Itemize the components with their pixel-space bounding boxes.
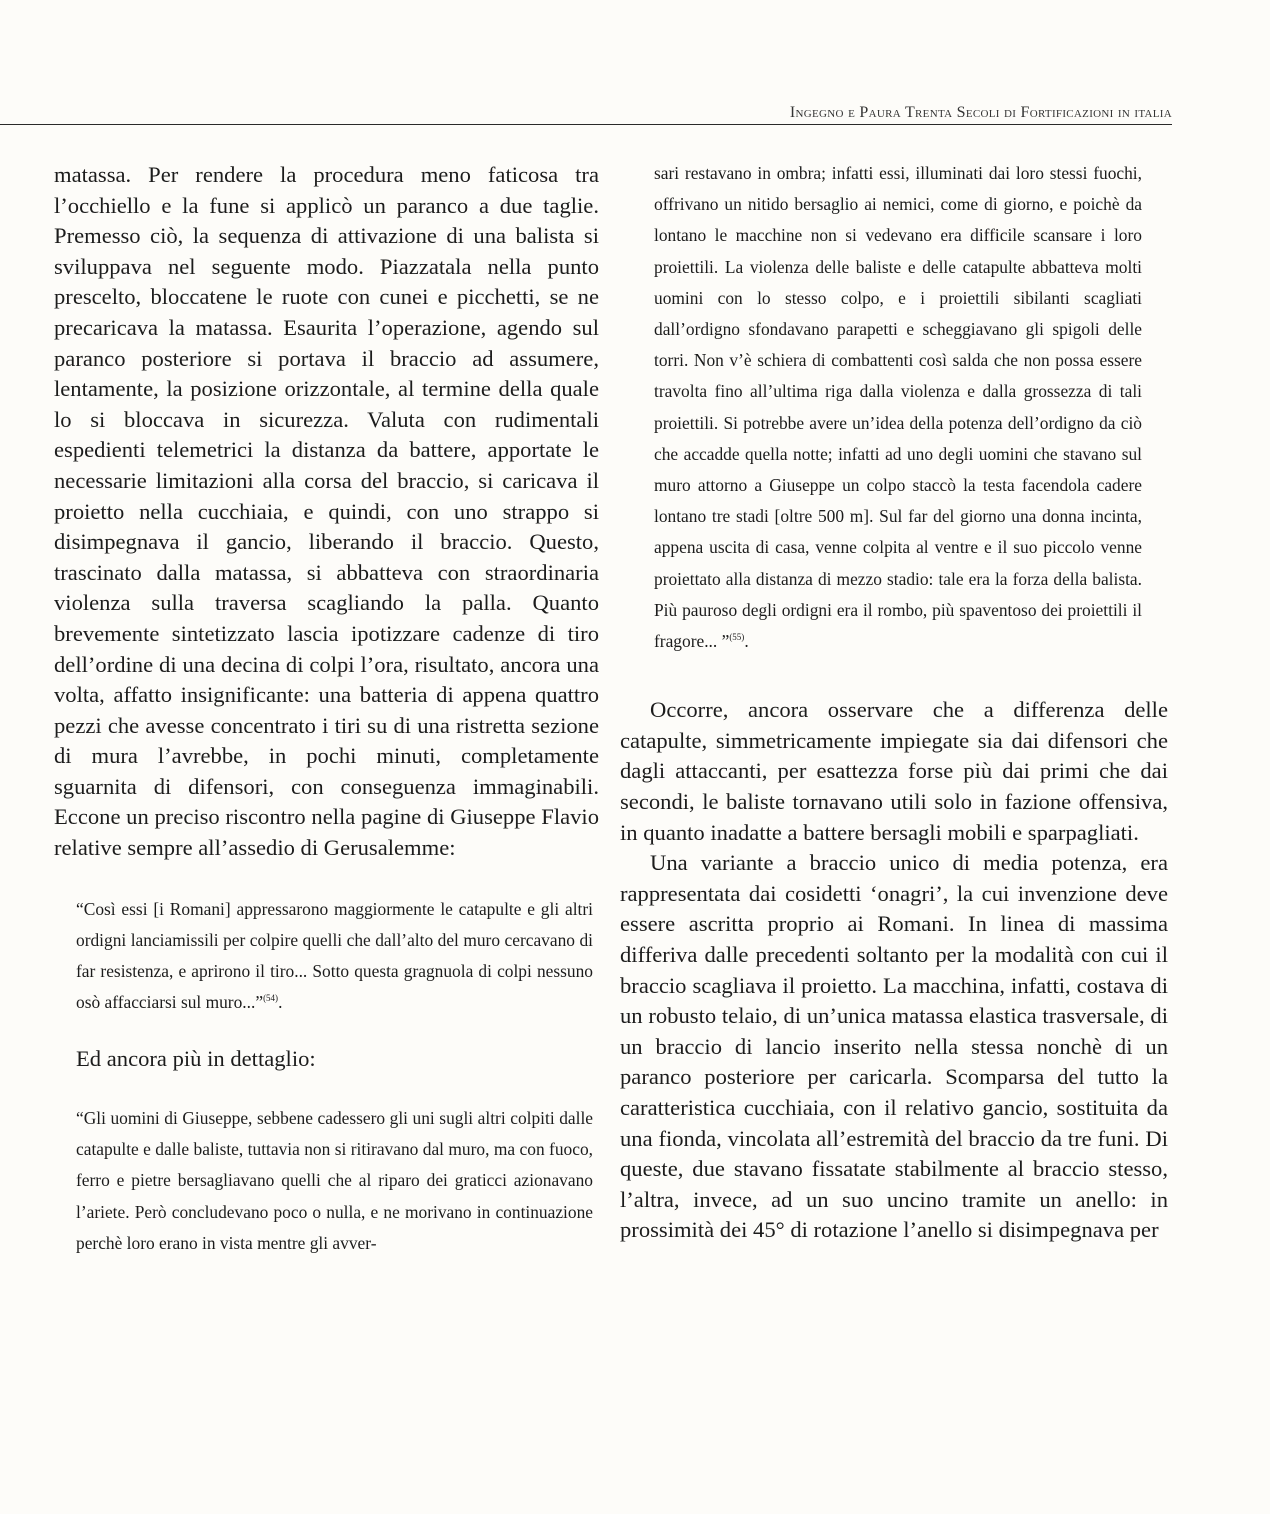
right-column <box>620 160 1168 1246</box>
block-quote: “Così essi [i Romani] appressarono maggiormente le catapulte e gli altri ordigni lanciamissili per colpire quelli che dall’alto del muro cercavano di far resistenza, e aprirono il tiro... Sotto questa gragnuola di colpi nessuno osò affacciarsi sul muro...”$^{(54)}$. <box>76 898 593 1013</box>
quote-text: “Così essi [i Romani] appressarono maggiormente le catapulte e gli altri ordigni lanciamissili per colpire quelli che dall’alto del muro cercavano di far resistenza, e aprirono il tiro... Sotto questa gragnuola di colpi nessuno osò affacciarsi sul muro...” <box>76 898 593 1013</box>
left-column <box>54 160 599 1259</box>
block-quote-continued: sari restavano in ombra; infatti essi, illuminati dai loro stessi fuochi, offrivano un nitido bersaglio ai nemici, come di giorno, e poichè da lontano le macchine non si vedevano era difficile scansare i loro proiettili. La violenza delle baliste e delle catapulte abbatteva molti uomini con lo stesso colpo, e i proiettili sibilanti scagliati dall’ordigno sfondavano parapetti e scheggiavano gli spigoli delle torri. Non v’è schiera di combattenti così salda che non possa essere travolta fino all’ultima riga dalla violenza e dalla grossezza di tali proiettili. Si potrebbe avere un’idea della potenza dell’ordigno da ciò che accadde quella notte; infatti ad uno degli uomini che stavano sul muro attorno a Giuseppe un colpo staccò la testa facendola cadere lontano tre stadi [oltre 500 m]. Sul far del giorno una donna incinta, appena uscita di casa, venne colpita al ventre e il suo piccolo venne proiettato alla distanza di mezzo stadio: tale era la forza della balista. Più pauroso degli ordigni era il rombo, più spaventoso dei proiettili il fragore... ”$^{(55)}$. <box>654 163 1142 652</box>
footnote-ref: (54) <box>263 993 279 1004</box>
running-header <box>0 100 1172 125</box>
body-paragraph: matassa. Per rendere la procedura meno faticosa tra l’occhiello e la fune si applicò un paranco a due taglie. Premesso ciò, la sequenza di attivazione di una balista si sviluppava nel seguente modo. Piazzatala nella punto prescelto, bloccatene le ruote con cunei e picchetti, se ne precaricava la matassa. Esaurita l’operazione, agendo sul paranco posteriore si portava il braccio ad assumere, lentamente, la posizione orizzontale, al termine della quale lo si bloccava in sicurezza. Valuta con rudimentali espedienti telemetrici la distanza da battere, apportate le necessarie limitazioni alla corsa del braccio, si caricava il proietto nella cucchiaia, e quindi, con uno strappo si disimpegnava il gancio, liberando il braccio. Questo, trascinato dalla matassa, si abbatteva con straordinaria violenza sulla traversa scagliando la palla. Quanto brevemente sintetizzato lascia ipotizzare cadenze di tiro dell’ordine di una decina di colpi l’ora, risultato, ancora una volta, affatto insignificante: una batteria di appena quattro pezzi che avesse concentrato i tiri su di una ristretta sezione di mura l’avrebbe, in pochi minuti, completamente sguarnita di difensori, con conseguenza immaginabili. Eccone un preciso riscontro nella pagine di Giuseppe Flavio relative sempre all’assedio di Gerusalemme: <box>54 162 599 861</box>
quote-text: sari restavano in ombra; infatti essi, illuminati dai loro stessi fuochi, offrivano un nitido bersaglio ai nemici, come di giorno, e poichè da lontano le macchine non si vedevano era difficile scansare i loro proiettili. La violenza delle baliste e delle catapulte abbatteva molti uomini con lo stesso colpo, e i proiettili sibilanti scagliati dall’ordigno sfondavano parapetti e scheggiavano gli spigoli delle torri. Non v’è schiera di combattenti così salda che non possa essere travolta fino all’ultima riga dalla violenza e dalla grossezza di tali proiettili. Si potrebbe avere un’idea della potenza dell’ordigno da ciò che accadde quella notte; infatti ad uno degli uomini che stavano sul muro attorno a Giuseppe un colpo staccò la testa facendola cadere lontano tre stadi [oltre 500 m]. Sul far del giorno una donna incinta, appena uscita di casa, venne colpita al ventre e il suo piccolo venne proiettato alla distanza di mezzo stadio: tale era la forza della balista. Più pauroso degli ordigni era il rombo, più spaventoso dei proiettili il fragore... ” <box>654 163 1142 652</box>
body-paragraph: Una variante a braccio unico di media potenza, era rappresentata dai cosidetti ‘onagri’, la cui invenzione deve essere ascritta proprio ai Romani. In linea di massima differiva dalle precedenti soltanto per la modalità con cui il braccio scagliava il proietto. La macchina, infatti, costava di un robusto telaio, di un’unica matassa elastica trasversale, di un braccio di lancio inserito nella stessa nonchè di un paranco posteriore per caricarla. Scomparsa del tutto la caratteristica cucchiaia, con il relativo gancio, sostituita da una fionda, vincolata all’estremità del braccio da tre funi. Di queste, due stavano fissatate stabilmente al braccio stesso, l’altra, invece, ad un suo uncino tramite un anello: in prossimità dei 45° di rotazione l’anello si disimpegnava per <box>620 850 1168 1243</box>
body-paragraph: Occorre, ancora osservare che a differenza delle catapulte, simmetricamente impiegate sia dai difensori che dagli attaccanti, per esattezza forse più dai primi che dai secondi, le baliste tornavano utili solo in fazione offensiva, in quanto inadatte a battere bersagli mobili e sparpagliati. <box>620 697 1168 845</box>
block-quote: “Gli uomini di Giuseppe, sebbene cadessero gli uni sugli altri colpiti dalle catapulte e dalle baliste, tuttavia non si ritiravano dal muro, ma con fuoco, ferro e pietre bersagliavano quelli che al riparo dei graticci azionavano l’ariete. Però concludevano poco o nulla, e ne morivano in continuazione perchè loro erano in vista mentre gli avver- <box>76 1108 593 1253</box>
running-title: Ingegno e Paura Trenta Secoli di Fortificazioni in italia <box>789 104 1172 121</box>
body-paragraph: Ed ancora più in dettaglio: <box>76 1046 316 1072</box>
footnote-ref: (55) <box>729 632 745 643</box>
